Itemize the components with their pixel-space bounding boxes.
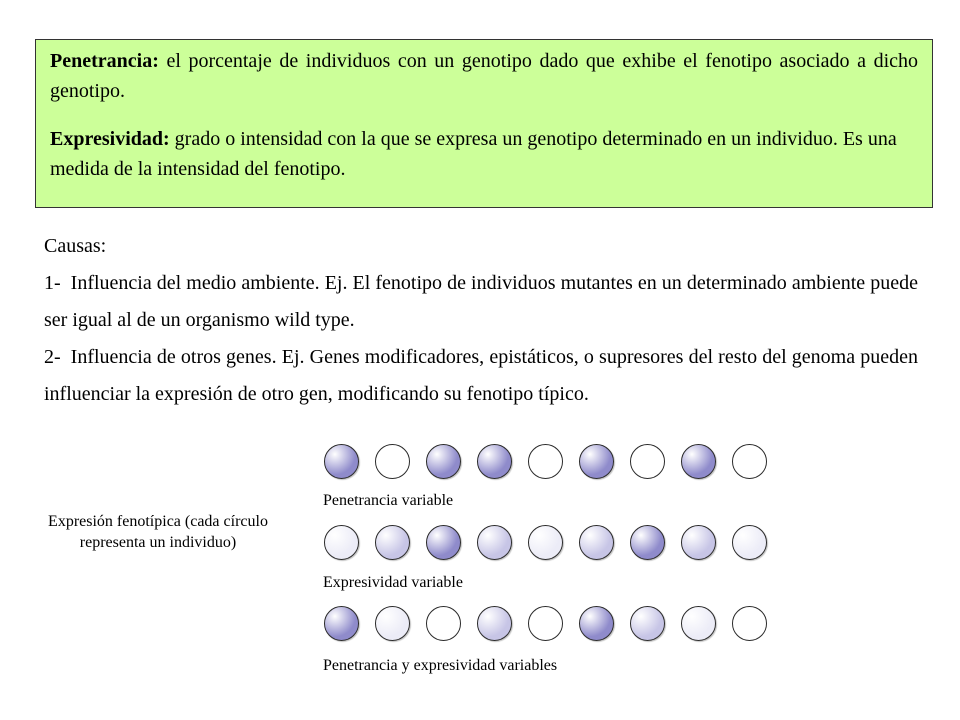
individual-circle: [477, 525, 512, 560]
individual-circle: [579, 525, 614, 560]
individual-circle: [528, 444, 563, 479]
individual-circle: [630, 444, 665, 479]
individual-circle: [426, 444, 461, 479]
individual-circle: [681, 525, 716, 560]
definitions-box: [35, 39, 933, 208]
causes-heading: Causas:: [44, 235, 107, 257]
individual-circle: [630, 525, 665, 560]
individual-circle: [375, 606, 410, 641]
individual-circle: [528, 525, 563, 560]
individual-circle: [477, 444, 512, 479]
penetrance-term: Penetrancia:: [50, 50, 159, 72]
individuals-row-penetrance: [324, 444, 783, 484]
individual-circle: [579, 606, 614, 641]
penetrance-definition: [50, 46, 918, 106]
individual-circle: [732, 606, 767, 641]
individual-circle: [426, 606, 461, 641]
individuals-row-both: [324, 606, 783, 646]
individual-circle: [426, 525, 461, 560]
individual-circle: [732, 525, 767, 560]
expressivity-term: Expresividad:: [50, 128, 170, 150]
individual-circle: [375, 444, 410, 479]
penetrance-text: el porcentaje de individuos con un genotipo dado que exhibe el fenotipo asociado a dicho genotipo.: [50, 50, 918, 102]
cause-item-1: [44, 265, 918, 339]
individual-circle: [477, 606, 512, 641]
expressivity-definition: [50, 124, 918, 184]
row-label-both: Penetrancia y expresividad variables: [323, 657, 558, 674]
individuals-row-expressivity: [324, 525, 783, 565]
individual-circle: [324, 525, 359, 560]
individual-circle: [324, 444, 359, 479]
row-label-expressivity: Expresividad variable: [323, 574, 463, 591]
cause-text: Influencia del medio ambiente. Ej. El fenotipo de individuos mutantes en un determinado ambiente puede ser igual al de un organismo wild type.: [44, 272, 918, 331]
causes-section: [44, 228, 918, 413]
cause-number: 2-: [44, 346, 61, 368]
cause-item-2: [44, 339, 918, 413]
expressivity-text: grado o intensidad con la que se expresa un genotipo determinado en un individuo. Es una medida de la intensidad del fenotipo.: [50, 128, 897, 180]
individual-circle: [630, 606, 665, 641]
cause-number: 1-: [44, 272, 61, 294]
individual-circle: [375, 525, 410, 560]
individual-circle: [732, 444, 767, 479]
individual-circle: [681, 444, 716, 479]
individual-circle: [528, 606, 563, 641]
row-label-penetrance: Penetrancia variable: [323, 492, 454, 509]
figure-caption: Expresión fenotípica (cada círculo representa un individuo): [48, 513, 268, 551]
individual-circle: [324, 606, 359, 641]
individual-circle: [579, 444, 614, 479]
individual-circle: [681, 606, 716, 641]
cause-text: Influencia de otros genes. Ej. Genes modificadores, epistáticos, o supresores del resto del genoma pueden influenciar la expresión de otro gen, modificando su fenotipo típico.: [44, 346, 918, 405]
